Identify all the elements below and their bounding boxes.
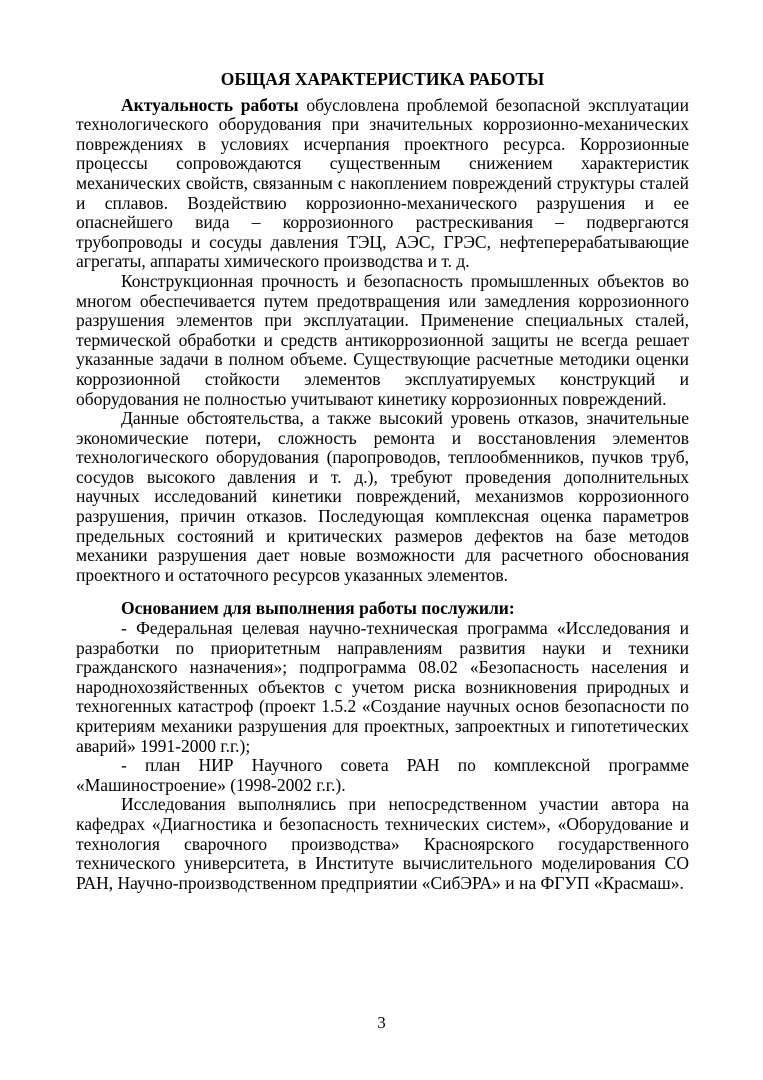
page-number: 3	[377, 1013, 386, 1032]
paragraph-gap	[76, 585, 689, 599]
basis-item-program: - Федеральная целевая научно-техническая программа «Исследования и разработки по приоритетным направлениям развития науки и техники гражданского назначения»; подпрограмма 08.02 «Безопасность населения и народнохозяйственных объектов с учетом риска возникновения природных и техногенных катастроф (проект 1.5.2 «Создание научных основ безопасности по критериям механики разрушения для проектных, запроектных и гипотетических аварий» 1991-2000 г.г.);	[76, 618, 689, 756]
basis-heading-text: Основанием для выполнения работы послужили:	[121, 598, 515, 619]
paragraph-circumstances: Данные обстоятельства, а также высокий уровень отказов, значительные экономические потери, сложность ремонта и восстановления элементов технологического оборудования (паропроводов, теплообменников, пучков труб, сосудов высокого давления и т. д.), требуют проведения дополнительных научных исследований кинетики повреждений, механизмов коррозионного разрушения, причин отказов. Последующая комплексная оценка параметров предельных состояний и критических размеров дефектов на базе методов механики разрушения дает новые возможности для расчетного обоснования проектного и остаточного ресурсов указанных элементов.	[76, 408, 689, 585]
relevance-paragraph	[76, 96, 689, 272]
basis-item-plan: - план НИР Научного совета РАН по комплексной программе «Машиностроение» (1998-2002 г.г.).	[76, 755, 689, 795]
relevance-text: обусловлена проблемой безопасной эксплуатации технологического оборудования при значительных коррозионно-механических повреждениях в условиях исчерпания проектного ресурса. Коррозионные процессы сопровождаются существенным снижением характеристик механических свойств, связанным с накоплением повреждений структуры сталей и сплавов. Воздействию коррозионно-механического разрушения и ее опаснейшего вида – коррозионного растрескивания – подвергаются трубопроводы и сосуды давления ТЭЦ, АЭС, ГРЭС, нефтеперерабатывающие агрегаты, аппараты химического производства и т. д.	[76, 94, 689, 272]
relevance-lead: Актуальность работы	[121, 94, 299, 115]
paragraph-research-location: Исследования выполнялись при непосредственном участии автора на кафедрах «Диагностика и безопасность технических систем», «Оборудование и технология сварочного производства» Красноярского государственного технического университета, в Институте вычислительного моделирования СО РАН, Научно-производственном предприятии «СибЭРА» и на ФГУП «Красмаш».	[76, 794, 689, 893]
basis-heading	[76, 599, 689, 619]
section-title: ОБЩАЯ ХАРАКТЕРИСТИКА РАБОТЫ	[220, 69, 545, 89]
document-body	[76, 70, 689, 893]
paragraph-structural-strength: Конструкционная прочность и безопасность промышленных объектов во многом обеспечивается путем предотвращения или замедления коррозионного разрушения элементов при эксплуатации. Применение специальных сталей, термической обработки и средств антикоррозионной защиты не всегда решает указанные задачи в полном объеме. Существующие расчетные методики оценки коррозионной стойкости элементов эксплуатируемых конструкций и оборудования не полностью учитывают кинетику коррозионных повреждений.	[76, 270, 689, 409]
